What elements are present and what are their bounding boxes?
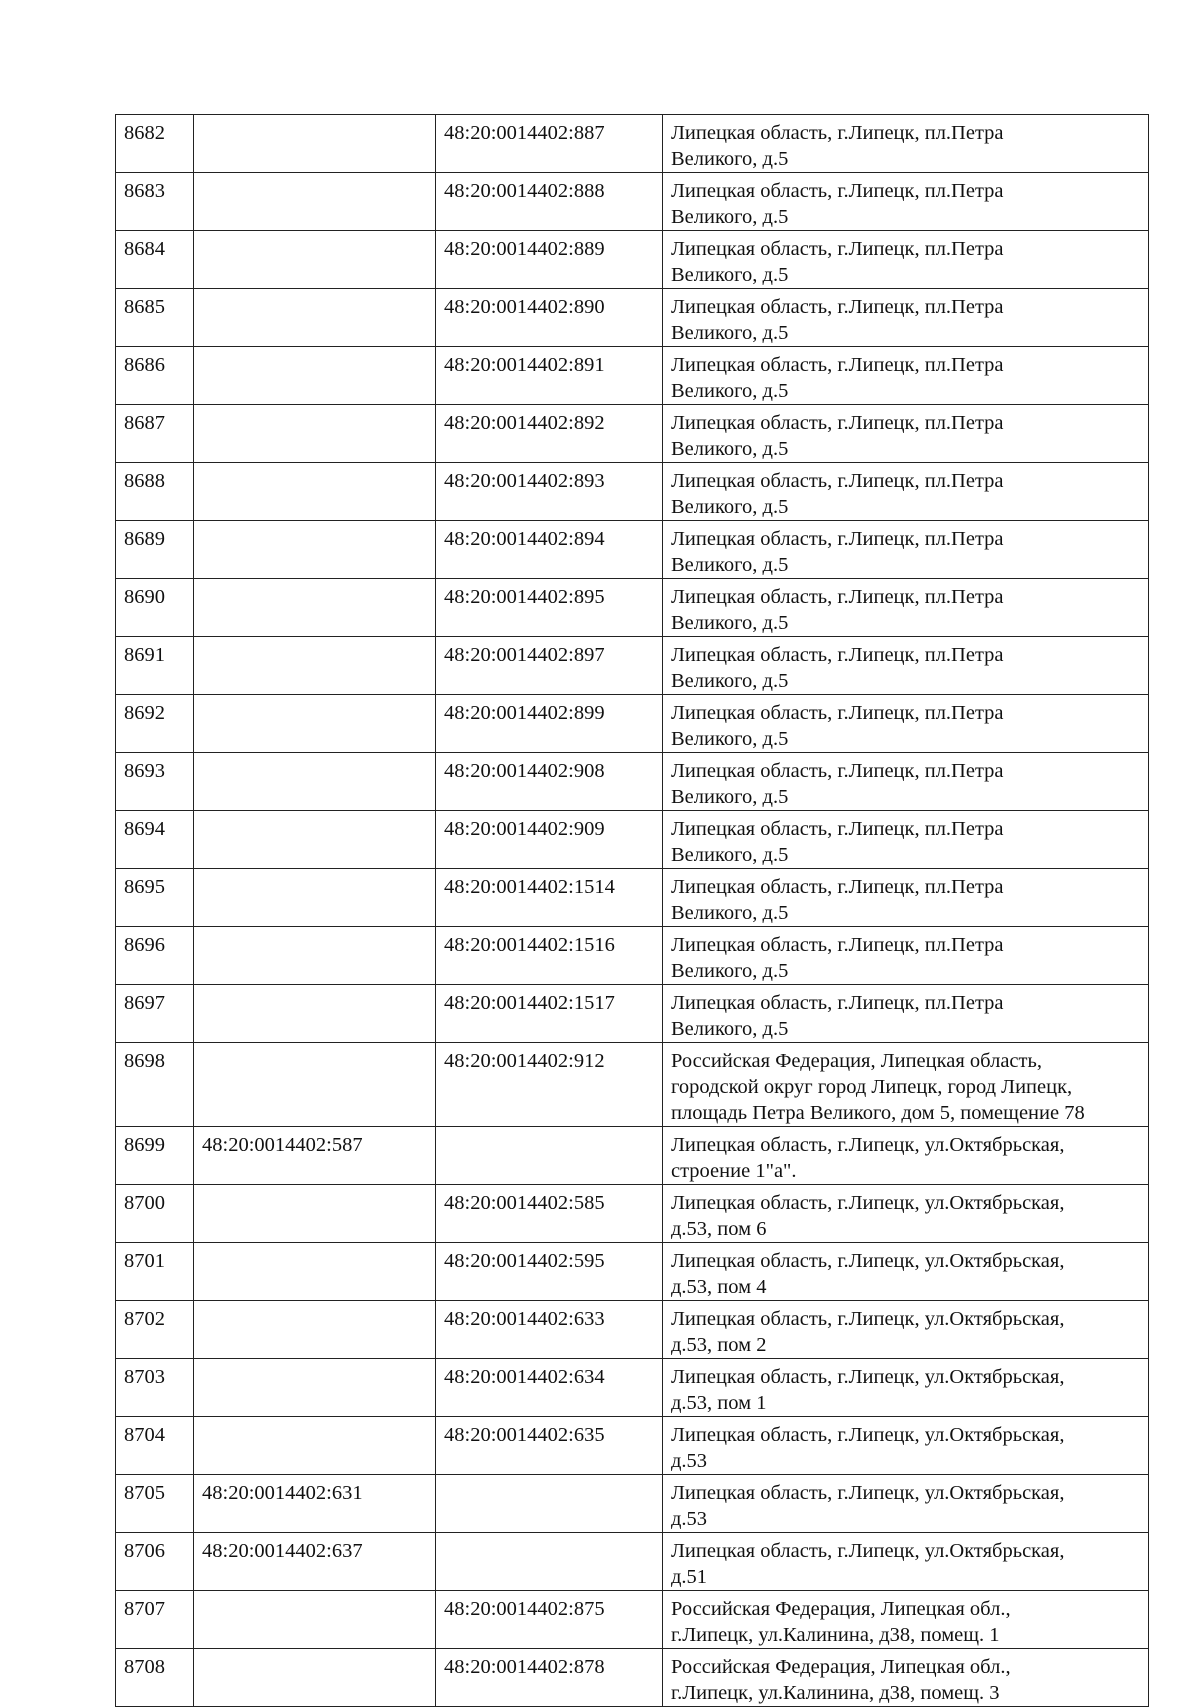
cadastral-number-cell: 48:20:0014402:637 bbox=[194, 1533, 436, 1591]
address-line: Липецкая область, г.Липецк, ул.Октябрьская, bbox=[671, 1424, 1065, 1446]
premises-cadastral-number-cell: 48:20:0014402:875 bbox=[436, 1591, 663, 1649]
row-number-cell: 8696 bbox=[116, 927, 194, 985]
address-cell bbox=[663, 1475, 1149, 1533]
premises-cadastral-number-cell: 48:20:0014402:912 bbox=[436, 1043, 663, 1127]
row-number-cell: 8688 bbox=[116, 463, 194, 521]
table-row bbox=[116, 289, 1149, 347]
registry-table bbox=[115, 114, 1149, 1707]
premises-cadastral-number-cell: 48:20:0014402:1517 bbox=[436, 985, 663, 1043]
row-number-cell: 8702 bbox=[116, 1301, 194, 1359]
row-number-cell: 8706 bbox=[116, 1533, 194, 1591]
address-line: Российская Федерация, Липецкая область, bbox=[671, 1050, 1042, 1072]
address-cell bbox=[663, 1359, 1149, 1417]
premises-cadastral-number-cell: 48:20:0014402:890 bbox=[436, 289, 663, 347]
row-number-cell: 8691 bbox=[116, 637, 194, 695]
address-line: Липецкая область, г.Липецк, пл.Петра bbox=[671, 122, 1004, 144]
table-row bbox=[116, 985, 1149, 1043]
address-line: д.53, пом 2 bbox=[671, 1334, 767, 1356]
cadastral-number-cell: 48:20:0014402:587 bbox=[194, 1127, 436, 1185]
table-row bbox=[116, 869, 1149, 927]
table-row bbox=[116, 1043, 1149, 1127]
address-cell bbox=[663, 869, 1149, 927]
address-cell bbox=[663, 1243, 1149, 1301]
address-line: Великого, д.5 bbox=[671, 496, 789, 518]
address-line: Великого, д.5 bbox=[671, 844, 789, 866]
premises-cadastral-number-cell bbox=[436, 1475, 663, 1533]
address-line: Великого, д.5 bbox=[671, 264, 789, 286]
cadastral-number-cell bbox=[194, 1591, 436, 1649]
row-number-cell: 8693 bbox=[116, 753, 194, 811]
table-row bbox=[116, 1243, 1149, 1301]
address-line: Липецкая область, г.Липецк, пл.Петра bbox=[671, 412, 1004, 434]
premises-cadastral-number-cell: 48:20:0014402:897 bbox=[436, 637, 663, 695]
cadastral-number-cell bbox=[194, 521, 436, 579]
table-row bbox=[116, 1591, 1149, 1649]
table-row bbox=[116, 1475, 1149, 1533]
cadastral-number-cell bbox=[194, 1417, 436, 1475]
address-line: Великого, д.5 bbox=[671, 728, 789, 750]
address-cell bbox=[663, 173, 1149, 231]
cadastral-number-cell bbox=[194, 1649, 436, 1707]
premises-cadastral-number-cell: 48:20:0014402:585 bbox=[436, 1185, 663, 1243]
premises-cadastral-number-cell: 48:20:0014402:895 bbox=[436, 579, 663, 637]
row-number-cell: 8683 bbox=[116, 173, 194, 231]
address-cell bbox=[663, 231, 1149, 289]
table-row bbox=[116, 231, 1149, 289]
table-row bbox=[116, 695, 1149, 753]
row-number-cell: 8695 bbox=[116, 869, 194, 927]
address-cell bbox=[663, 405, 1149, 463]
row-number-cell: 8694 bbox=[116, 811, 194, 869]
row-number-cell: 8697 bbox=[116, 985, 194, 1043]
address-line: Великого, д.5 bbox=[671, 612, 789, 634]
address-line: Липецкая область, г.Липецк, пл.Петра bbox=[671, 528, 1004, 550]
address-cell bbox=[663, 1591, 1149, 1649]
table-row bbox=[116, 405, 1149, 463]
row-number-cell: 8708 bbox=[116, 1649, 194, 1707]
row-number-cell: 8689 bbox=[116, 521, 194, 579]
row-number-cell: 8700 bbox=[116, 1185, 194, 1243]
cadastral-number-cell bbox=[194, 753, 436, 811]
address-line: Великого, д.5 bbox=[671, 786, 789, 808]
premises-cadastral-number-cell: 48:20:0014402:633 bbox=[436, 1301, 663, 1359]
premises-cadastral-number-cell: 48:20:0014402:891 bbox=[436, 347, 663, 405]
address-line: Липецкая область, г.Липецк, пл.Петра bbox=[671, 354, 1004, 376]
premises-cadastral-number-cell: 48:20:0014402:635 bbox=[436, 1417, 663, 1475]
address-cell bbox=[663, 637, 1149, 695]
address-cell bbox=[663, 1533, 1149, 1591]
premises-cadastral-number-cell bbox=[436, 1127, 663, 1185]
address-line: Великого, д.5 bbox=[671, 380, 789, 402]
address-line: д.53, пом 6 bbox=[671, 1218, 767, 1240]
address-line: Великого, д.5 bbox=[671, 206, 789, 228]
address-line: Липецкая область, г.Липецк, пл.Петра bbox=[671, 818, 1004, 840]
table-row bbox=[116, 347, 1149, 405]
address-line: Липецкая область, г.Липецк, ул.Октябрьская, bbox=[671, 1366, 1065, 1388]
table-row bbox=[116, 811, 1149, 869]
address-line: Липецкая область, г.Липецк, пл.Петра bbox=[671, 876, 1004, 898]
row-number-cell: 8703 bbox=[116, 1359, 194, 1417]
address-cell bbox=[663, 1417, 1149, 1475]
premises-cadastral-number-cell: 48:20:0014402:893 bbox=[436, 463, 663, 521]
address-line: д.53 bbox=[671, 1508, 708, 1530]
table-row bbox=[116, 1649, 1149, 1707]
address-cell bbox=[663, 115, 1149, 173]
row-number-cell: 8707 bbox=[116, 1591, 194, 1649]
cadastral-number-cell bbox=[194, 115, 436, 173]
cadastral-number-cell bbox=[194, 1359, 436, 1417]
cadastral-number-cell bbox=[194, 1301, 436, 1359]
premises-cadastral-number-cell: 48:20:0014402:1514 bbox=[436, 869, 663, 927]
address-cell bbox=[663, 521, 1149, 579]
address-line: Великого, д.5 bbox=[671, 322, 789, 344]
cadastral-number-cell bbox=[194, 173, 436, 231]
address-line: г.Липецк, ул.Калинина, д38, помещ. 1 bbox=[671, 1624, 1000, 1646]
address-cell bbox=[663, 985, 1149, 1043]
premises-cadastral-number-cell: 48:20:0014402:892 bbox=[436, 405, 663, 463]
address-line: Великого, д.5 bbox=[671, 960, 789, 982]
cadastral-number-cell bbox=[194, 1043, 436, 1127]
address-line: Великого, д.5 bbox=[671, 902, 789, 924]
address-cell bbox=[663, 927, 1149, 985]
address-line: Липецкая область, г.Липецк, пл.Петра bbox=[671, 586, 1004, 608]
address-cell bbox=[663, 695, 1149, 753]
table-row bbox=[116, 173, 1149, 231]
premises-cadastral-number-cell: 48:20:0014402:888 bbox=[436, 173, 663, 231]
address-line: Великого, д.5 bbox=[671, 148, 789, 170]
premises-cadastral-number-cell: 48:20:0014402:908 bbox=[436, 753, 663, 811]
address-cell bbox=[663, 289, 1149, 347]
table-row bbox=[116, 637, 1149, 695]
address-cell bbox=[663, 1301, 1149, 1359]
cadastral-number-cell bbox=[194, 811, 436, 869]
row-number-cell: 8686 bbox=[116, 347, 194, 405]
address-line: Липецкая область, г.Липецк, пл.Петра bbox=[671, 702, 1004, 724]
address-line: Великого, д.5 bbox=[671, 670, 789, 692]
table-row bbox=[116, 1359, 1149, 1417]
cadastral-number-cell bbox=[194, 231, 436, 289]
address-line: Липецкая область, г.Липецк, ул.Октябрьская, bbox=[671, 1308, 1065, 1330]
address-line: строение 1"а". bbox=[671, 1160, 797, 1182]
address-line: Липецкая область, г.Липецк, пл.Петра bbox=[671, 238, 1004, 260]
table-row bbox=[116, 115, 1149, 173]
address-cell bbox=[663, 1185, 1149, 1243]
row-number-cell: 8690 bbox=[116, 579, 194, 637]
premises-cadastral-number-cell: 48:20:0014402:899 bbox=[436, 695, 663, 753]
registry-table-body bbox=[116, 115, 1149, 1707]
address-line: Липецкая область, г.Липецк, пл.Петра bbox=[671, 180, 1004, 202]
premises-cadastral-number-cell: 48:20:0014402:634 bbox=[436, 1359, 663, 1417]
address-line: Липецкая область, г.Липецк, пл.Петра bbox=[671, 992, 1004, 1014]
address-line: д.51 bbox=[671, 1566, 708, 1588]
address-cell bbox=[663, 1649, 1149, 1707]
address-cell bbox=[663, 811, 1149, 869]
cadastral-number-cell bbox=[194, 985, 436, 1043]
premises-cadastral-number-cell bbox=[436, 1533, 663, 1591]
address-cell bbox=[663, 579, 1149, 637]
table-row bbox=[116, 1185, 1149, 1243]
address-line: Великого, д.5 bbox=[671, 1018, 789, 1040]
cadastral-number-cell bbox=[194, 927, 436, 985]
address-line: д.53, пом 4 bbox=[671, 1276, 767, 1298]
address-cell bbox=[663, 1043, 1149, 1127]
table-row bbox=[116, 1417, 1149, 1475]
premises-cadastral-number-cell: 48:20:0014402:595 bbox=[436, 1243, 663, 1301]
cadastral-number-cell bbox=[194, 579, 436, 637]
table-row bbox=[116, 753, 1149, 811]
address-line: Липецкая область, г.Липецк, ул.Октябрьская, bbox=[671, 1540, 1065, 1562]
cadastral-number-cell bbox=[194, 869, 436, 927]
address-cell bbox=[663, 347, 1149, 405]
table-row bbox=[116, 1533, 1149, 1591]
cadastral-number-cell bbox=[194, 637, 436, 695]
address-line: Российская Федерация, Липецкая обл., bbox=[671, 1598, 1011, 1620]
address-line: Липецкая область, г.Липецк, ул.Октябрьская, bbox=[671, 1482, 1065, 1504]
table-row bbox=[116, 463, 1149, 521]
address-cell bbox=[663, 463, 1149, 521]
premises-cadastral-number-cell: 48:20:0014402:889 bbox=[436, 231, 663, 289]
table-row bbox=[116, 579, 1149, 637]
address-line: Липецкая область, г.Липецк, пл.Петра bbox=[671, 760, 1004, 782]
cadastral-number-cell bbox=[194, 1243, 436, 1301]
premises-cadastral-number-cell: 48:20:0014402:1516 bbox=[436, 927, 663, 985]
premises-cadastral-number-cell: 48:20:0014402:887 bbox=[436, 115, 663, 173]
premises-cadastral-number-cell: 48:20:0014402:894 bbox=[436, 521, 663, 579]
address-line: Липецкая область, г.Липецк, пл.Петра bbox=[671, 644, 1004, 666]
cadastral-number-cell bbox=[194, 463, 436, 521]
address-line: Липецкая область, г.Липецк, пл.Петра bbox=[671, 934, 1004, 956]
address-line: Липецкая область, г.Липецк, пл.Петра bbox=[671, 296, 1004, 318]
cadastral-number-cell bbox=[194, 347, 436, 405]
address-line: Липецкая область, г.Липецк, ул.Октябрьская, bbox=[671, 1192, 1065, 1214]
address-line: Великого, д.5 bbox=[671, 554, 789, 576]
cadastral-number-cell: 48:20:0014402:631 bbox=[194, 1475, 436, 1533]
address-line: г.Липецк, ул.Калинина, д38, помещ. 3 bbox=[671, 1682, 1000, 1704]
table-row bbox=[116, 1127, 1149, 1185]
table-row bbox=[116, 1301, 1149, 1359]
address-line: площадь Петра Великого, дом 5, помещение 78 bbox=[671, 1102, 1085, 1124]
address-cell bbox=[663, 1127, 1149, 1185]
address-line: Липецкая область, г.Липецк, ул.Октябрьская, bbox=[671, 1134, 1065, 1156]
address-line: д.53 bbox=[671, 1450, 708, 1472]
row-number-cell: 8698 bbox=[116, 1043, 194, 1127]
address-line: Липецкая область, г.Липецк, ул.Октябрьская, bbox=[671, 1250, 1065, 1272]
cadastral-number-cell bbox=[194, 405, 436, 463]
table-row bbox=[116, 927, 1149, 985]
address-line: городской округ город Липецк, город Липецк, bbox=[671, 1076, 1073, 1098]
cadastral-number-cell bbox=[194, 289, 436, 347]
row-number-cell: 8705 bbox=[116, 1475, 194, 1533]
address-line: Великого, д.5 bbox=[671, 438, 789, 460]
row-number-cell: 8701 bbox=[116, 1243, 194, 1301]
premises-cadastral-number-cell: 48:20:0014402:878 bbox=[436, 1649, 663, 1707]
address-line: Российская Федерация, Липецкая обл., bbox=[671, 1656, 1011, 1678]
premises-cadastral-number-cell: 48:20:0014402:909 bbox=[436, 811, 663, 869]
row-number-cell: 8682 bbox=[116, 115, 194, 173]
row-number-cell: 8684 bbox=[116, 231, 194, 289]
row-number-cell: 8704 bbox=[116, 1417, 194, 1475]
row-number-cell: 8687 bbox=[116, 405, 194, 463]
row-number-cell: 8685 bbox=[116, 289, 194, 347]
address-cell bbox=[663, 753, 1149, 811]
cadastral-number-cell bbox=[194, 1185, 436, 1243]
row-number-cell: 8699 bbox=[116, 1127, 194, 1185]
address-line: Липецкая область, г.Липецк, пл.Петра bbox=[671, 470, 1004, 492]
table-row bbox=[116, 521, 1149, 579]
cadastral-number-cell bbox=[194, 695, 436, 753]
address-line: д.53, пом 1 bbox=[671, 1392, 767, 1414]
row-number-cell: 8692 bbox=[116, 695, 194, 753]
